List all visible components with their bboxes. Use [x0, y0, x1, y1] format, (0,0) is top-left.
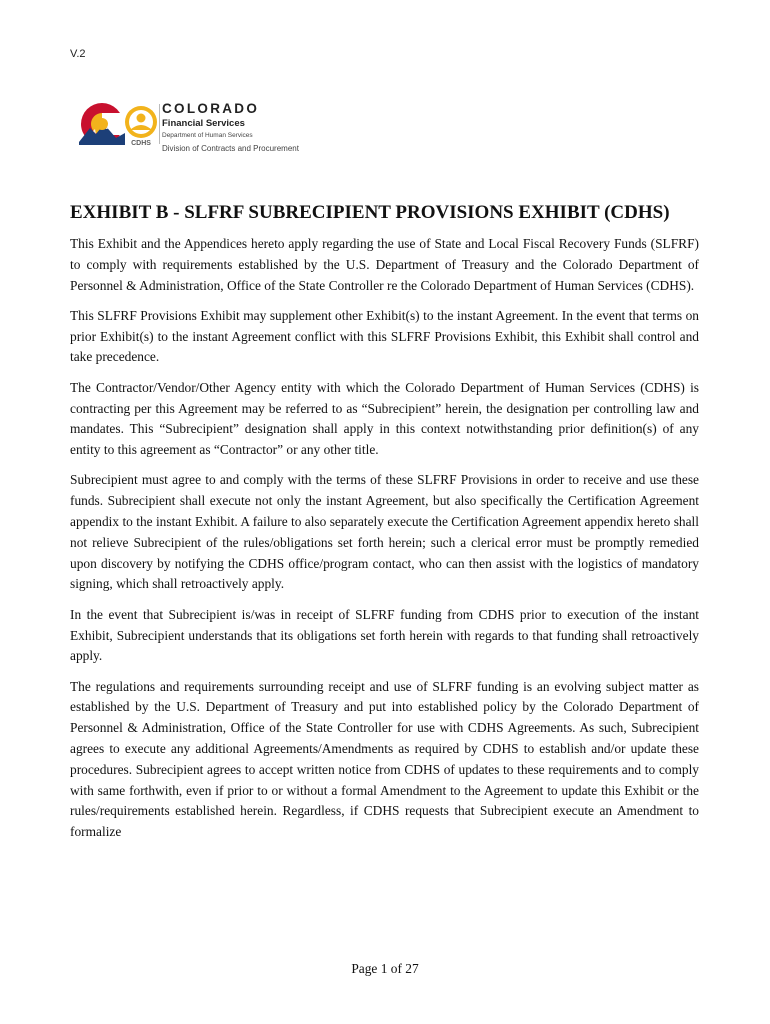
paragraph-subrecipient-definition: The Contractor/Vendor/Other Agency entity with which the Colorado Department of Human Services (CDHS) is contracting per this Agreement may be referred to as “Subrecipient” herein, the designation per controlling law and mandates. This “Subrecipient” designation shall apply in this context notwithstanding prior definition(s) of any entity to this agreement as “Contractor” or any other title.: [70, 379, 699, 458]
paragraph-regulations: The regulations and requirements surrounding receipt and use of SLFRF funding is an evolving subject matter as established by the U.S. Department of Treasury and put into established policy by the Colorado Department of Personnel & Administration, Office of the State Controller for use with CDHS Agreements. As such, Subrecipient agrees to execute any additional Agreements/Amendments as required by CDHS to establish and/or update these procedures. Subrecipient agrees to accept written notice from CDHS of updates to these requirements and to comply with same forthwith, even if prior to or without a formal Amendment to the Agreement to update this Exhibit or the rules/requirements established herein. Regardless, if CDHS requests that Subrecipient execute an Amendment to formalize: [70, 678, 699, 840]
version-label: V.2: [70, 48, 86, 60]
logo-unit-name: Financial Services: [162, 117, 245, 129]
logo-divider: [159, 104, 160, 144]
cdhs-seal-icon: [125, 106, 157, 147]
logo-division-name: Division of Contracts and Procurement: [162, 143, 299, 153]
logo-text-block: [162, 102, 299, 153]
page-number: Page 1 of 27: [351, 961, 419, 976]
logo-department-name: Department of Human Services: [162, 132, 253, 139]
logo-org-name: COLORADO: [162, 101, 260, 116]
paragraph-retroactive: In the event that Subrecipient is/was in receipt of SLFRF funding from CDHS prior to execution of the instant Exhibit, Subrecipient understands that its obligations set forth herein with regards to that funding shall retroactively apply.: [70, 606, 699, 664]
colorado-c-icon: [79, 103, 125, 145]
document-title: EXHIBIT B - SLFRF SUBRECIPIENT PROVISIONS EXHIBIT (CDHS): [70, 202, 670, 223]
paragraph-supplement: This SLFRF Provisions Exhibit may supplement other Exhibit(s) to the instant Agreement. In the event that terms on prior Exhibit(s) to the instant Agreement conflict with this SLFRF Provisions Exhibit, this Exhibit shall control and take precedence.: [70, 307, 699, 365]
paragraph-scope: This Exhibit and the Appendices hereto apply regarding the use of State and Local Fiscal Recovery Funds (SLFRF) to comply with requirements established by the U.S. Department of Treasury and the Colorado Department of Personnel & Administration, Office of the State Controller re the Colorado Department of Human Services (CDHS).: [70, 236, 699, 293]
document-body: [70, 198, 699, 853]
paragraph-compliance: Subrecipient must agree to and comply with the terms of these SLFRF Provisions in order to receive and use these funds. Subrecipient shall execute not only the instant Agreement, but also specifically the Certification Agreement appendix to the instant Exhibit. A failure to also separately execute the Certification Agreement appendix hereto shall not relieve Subrecipient of the rules/obligations set forth herein; such a clerical error must be promptly remedied upon discovery by notifying the CDHS office/program contact, who can then assist with the logistics of mandatory signing, which shall retroactively apply.: [70, 472, 699, 592]
seal-text: CDHS: [131, 140, 151, 147]
